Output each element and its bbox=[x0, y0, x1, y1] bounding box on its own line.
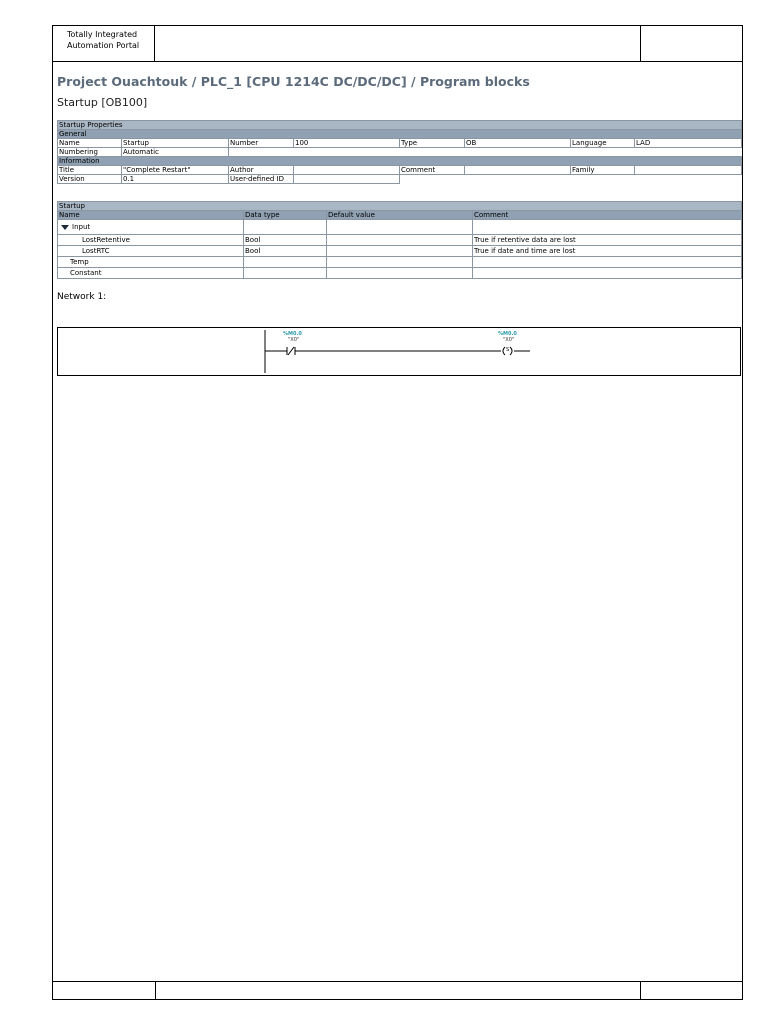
author-value bbox=[294, 166, 400, 175]
table-row bbox=[58, 220, 742, 235]
ladder-diagram bbox=[58, 328, 742, 377]
portal-line-2: Automation Portal bbox=[67, 41, 140, 50]
name-value: Startup bbox=[122, 139, 229, 148]
page-footer bbox=[53, 981, 742, 999]
footer-right-cell bbox=[640, 982, 743, 999]
page-frame bbox=[52, 25, 743, 1000]
portal-label bbox=[53, 26, 155, 61]
number-value: 100 bbox=[294, 139, 400, 148]
contact-slash bbox=[288, 347, 294, 355]
numbering-label: Numbering bbox=[58, 148, 122, 157]
family-value bbox=[635, 166, 742, 175]
param-comment: True if retentive data are lost bbox=[473, 235, 742, 246]
collapse-triangle-icon[interactable] bbox=[61, 225, 69, 230]
page-header bbox=[53, 26, 742, 62]
userid-label: User-defined ID bbox=[229, 175, 294, 184]
ladder-network bbox=[57, 327, 741, 376]
number-label: Number bbox=[229, 139, 294, 148]
param-name: LostRetentive bbox=[58, 235, 244, 246]
contact-address: %M0.0 bbox=[283, 331, 302, 337]
footer-left-cell bbox=[53, 982, 156, 999]
coil-address: %M0.0 bbox=[498, 331, 517, 337]
param-default bbox=[327, 235, 473, 246]
table-row bbox=[58, 235, 742, 246]
header-right-cell bbox=[640, 26, 743, 61]
version-empty bbox=[400, 175, 742, 184]
numbering-value: Automatic bbox=[122, 148, 229, 157]
general-subsection: General bbox=[58, 130, 742, 139]
type-value: OB bbox=[465, 139, 571, 148]
userid-value bbox=[294, 175, 400, 184]
table-row bbox=[58, 257, 742, 268]
comment-value bbox=[465, 166, 571, 175]
temp-label: Temp bbox=[58, 257, 244, 268]
input-label: Input bbox=[72, 223, 91, 231]
table-row bbox=[58, 268, 742, 279]
input-row[interactable] bbox=[58, 220, 244, 235]
coil-right-arc bbox=[510, 347, 512, 355]
network-title: Network 1: bbox=[57, 292, 107, 302]
author-label: Author bbox=[229, 166, 294, 175]
numbering-empty bbox=[229, 148, 742, 157]
type-label: Type bbox=[400, 139, 465, 148]
param-name: LostRTC bbox=[58, 246, 244, 257]
col-comment-header: Comment bbox=[473, 211, 742, 220]
portal-line-1: Totally Integrated bbox=[67, 30, 138, 39]
coil-symbol: S bbox=[506, 347, 510, 353]
information-subsection: Information bbox=[58, 157, 742, 166]
contact-tag: "X0" bbox=[288, 337, 300, 343]
param-datatype: Bool bbox=[244, 235, 327, 246]
coil-left-arc bbox=[503, 347, 505, 355]
version-value: 0.1 bbox=[122, 175, 229, 184]
comment-label: Comment bbox=[400, 166, 465, 175]
properties-section-title: Startup Properties bbox=[58, 121, 742, 130]
col-datatype-header: Data type bbox=[244, 211, 327, 220]
name-label: Name bbox=[58, 139, 122, 148]
col-name-header: Name bbox=[58, 211, 244, 220]
param-default bbox=[327, 246, 473, 257]
table-row bbox=[58, 246, 742, 257]
language-label: Language bbox=[571, 139, 635, 148]
breadcrumb: Project Ouachtouk / PLC_1 [CPU 1214C DC/DC/DC] / Program blocks bbox=[57, 74, 530, 89]
version-label: Version bbox=[58, 175, 122, 184]
interface-table bbox=[57, 201, 742, 279]
col-default-header: Default value bbox=[327, 211, 473, 220]
title-value: "Complete Restart" bbox=[122, 166, 229, 175]
page-title: Startup [OB100] bbox=[57, 96, 148, 109]
properties-table bbox=[57, 120, 742, 184]
language-value: LAD bbox=[635, 139, 742, 148]
coil-tag: "X0" bbox=[503, 337, 515, 343]
param-comment: True if date and time are lost bbox=[473, 246, 742, 257]
constant-label: Constant bbox=[58, 268, 244, 279]
title-label: Title bbox=[58, 166, 122, 175]
param-datatype: Bool bbox=[244, 246, 327, 257]
family-label: Family bbox=[571, 166, 635, 175]
interface-section-title: Startup bbox=[58, 202, 742, 211]
